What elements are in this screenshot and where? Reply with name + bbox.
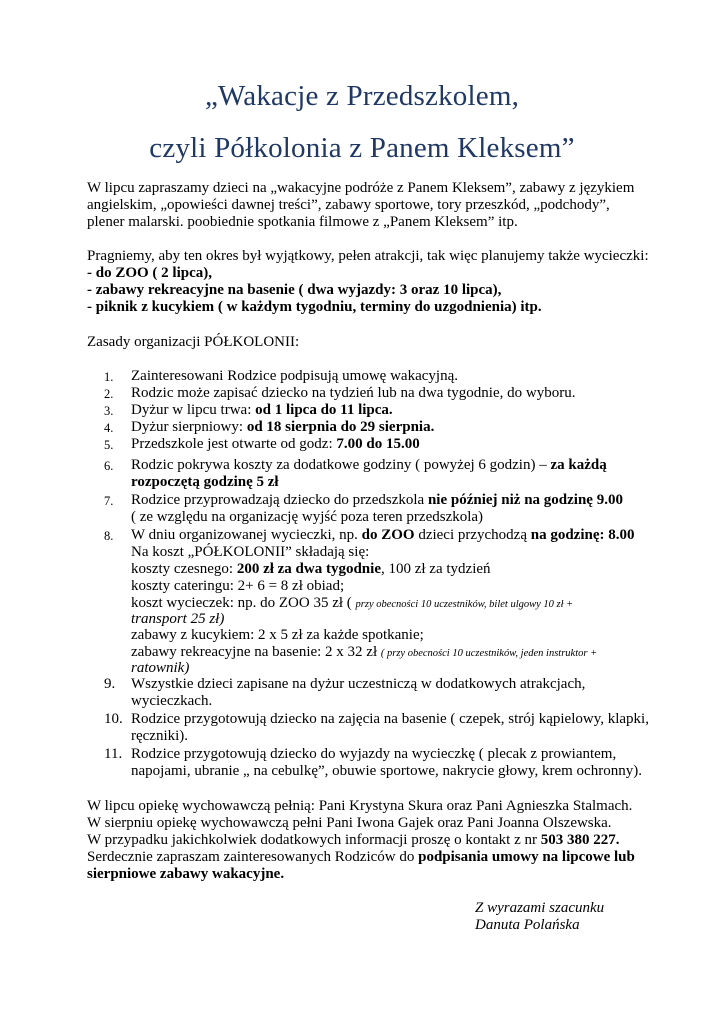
rule-number: 5. [104, 438, 114, 452]
signature-greeting: Z wyrazami szacunku [475, 900, 605, 916]
rule-6-fee-cont: rozpoczętą godzinę 5 zł [131, 474, 279, 490]
rule-4-text: Dyżur sierpniowy: [131, 419, 247, 435]
rule-8-pony: zabawy z kucykiem: 2 x 5 zł za każde spotkanie; [131, 627, 424, 643]
rule-8-pool-note-cont: ratownik) [131, 660, 190, 676]
rule-10: Rodzice przygotowują dziecko na zajęcia na basenie ( czepek, strój kąpielowy, klapki, [131, 711, 649, 727]
tuition-week: , 100 zł za tydzień [380, 561, 491, 577]
rule-5-hours: 7.00 do 15.00 [336, 436, 420, 452]
rule-4-dates: od 18 sierpnia do 29 sierpnia. [246, 419, 435, 435]
closing-line-2: W sierpniu opiekę wychowawczą pełni Pani Iwona Gajek oraz Pani Joanna Olszewska. [87, 815, 612, 831]
signature-name: Danuta Polańska [475, 917, 580, 933]
intro-line-1: W lipcu zapraszamy dzieci na „wakacyjne podróże z Panem Kleksem”, zabawy z językiem [87, 180, 635, 196]
rule-7 [131, 492, 623, 509]
rule-11-cont: napojami, ubranie „ na cebulkę”, obuwie sportowe, nakrycie głowy, krem ochronny). [131, 763, 642, 779]
rule-number: 4. [104, 421, 114, 435]
title-line-2: czyli Półkolonia z Panem Kleksem” [149, 132, 575, 164]
rule-11: Rodzice przygotowują dziecko do wyjazdy na wycieczkę ( plecak z prowiantem, [131, 746, 617, 762]
trips-cost-note: przy obecności 10 uczestników, bilet ulgowy 10 zł + [355, 599, 574, 610]
rule-8-pool [131, 644, 597, 662]
rule-number: 8. [104, 529, 114, 543]
rule-number: 11. [104, 746, 123, 762]
pool-cost-note: ( przy obecności 10 uczestników, jeden instruktor + [380, 648, 598, 659]
rule-7-time: nie później niż na godzinę 9.00 [427, 492, 623, 508]
closing-line-3 [87, 832, 620, 849]
rule-10-cont: ręczniki). [131, 728, 189, 744]
rule-5-text: Przedszkole jest otwarte od godz: [131, 436, 337, 452]
rule-7-text: Rodzice przyprowadzają dziecko do przedszkola [131, 492, 428, 508]
closing-line-4 [87, 849, 635, 866]
rule-6-fee: za każdą [550, 457, 607, 473]
rule-8-text-2: dzieci przychodzą [414, 527, 531, 543]
rule-6 [131, 457, 607, 474]
rule-number: 7. [104, 494, 114, 508]
rule-3-text: Dyżur w lipcu trwa: [131, 402, 256, 418]
rule-number: 3. [104, 404, 114, 418]
rule-9-cont: wycieczkach. [131, 693, 213, 709]
rule-8-trips-note-cont: transport 25 zł) [131, 611, 225, 627]
rule-number: 1. [104, 370, 114, 384]
rule-number: 9. [104, 676, 116, 692]
rule-8-time: na godzinę: 8.00 [530, 527, 635, 543]
rule-8-catering: koszty cateringu: 2+ 6 = 8 zł obiad; [131, 578, 345, 594]
rule-number: 6. [104, 459, 114, 473]
rule-6-text: Rodzic pokrywa koszty za dodatkowe godziny ( powyżej 6 godzin) – [131, 457, 551, 473]
trips-cost: koszt wycieczek: np. do ZOO 35 zł ( [131, 595, 356, 611]
intro-line-3: plener malarski. poobiednie spotkania filmowe z „Panem Kleksem” itp. [87, 214, 518, 230]
rule-5 [131, 436, 420, 453]
pool-cost: zabawy rekreacyjne na basenie: 2 x 32 zł [131, 644, 381, 660]
trip-item-picnic: - piknik z kucykiem ( w każdym tygodniu, terminy do uzgodnienia) itp. [87, 299, 542, 315]
tuition-label: koszty czesnego: [131, 561, 237, 577]
invite-text: Serdecznie zapraszam zainteresowanych Rodziców do [87, 849, 419, 865]
rule-number: 10. [104, 711, 123, 727]
rule-2: Rodzic może zapisać dziecko na tydzień lub na dwa tygodnie, do wyboru. [131, 385, 576, 401]
rule-8-zoo: do ZOO [361, 527, 415, 543]
invite-contract: podpisania umowy na lipcowe lub [418, 849, 635, 865]
tuition-two-weeks: 200 zł za dwa tygodnie [236, 561, 381, 577]
trip-item-zoo: - do ZOO ( 2 lipca), [87, 265, 213, 281]
rule-7-cont: ( ze względu na organizację wyjść poza teren przedszkola) [131, 509, 484, 525]
title-line-1: „Wakacje z Przedszkolem, [204, 80, 520, 112]
closing-line-5: sierpniowe zabawy wakacyjne. [87, 866, 285, 882]
trip-item-pool: - zabawy rekreacyjne na basenie ( dwa wyjazdy: 3 oraz 10 lipca), [87, 282, 502, 298]
rule-8-tuition [131, 561, 491, 578]
phone-number: 503 380 227. [540, 832, 620, 848]
closing-line-1: W lipcu opiekę wychowawczą pełnią: Pani Krystyna Skura oraz Pani Agnieszka Stalmach. [87, 798, 633, 814]
trips-lead: Pragniemy, aby ten okres był wyjątkowy, pełen atrakcji, tak więc planujemy także wycieczki: [87, 248, 649, 264]
rules-heading: Zasady organizacji PÓŁKOLONII: [87, 334, 300, 350]
rule-number: 2. [104, 387, 114, 401]
rule-8-text: W dniu organizowanej wycieczki, np. [131, 527, 362, 543]
intro-line-2: angielskim, „opowieści dawnej treści”, zabawy sportowe, tory przeszkód, „podchody”, [87, 197, 610, 213]
rule-9: Wszystkie dzieci zapisane na dyżur uczestniczą w dodatkowych atrakcjach, [131, 676, 586, 692]
rule-3 [131, 402, 393, 419]
rule-1: Zainteresowani Rodzice podpisują umowę wakacyjną. [131, 368, 458, 384]
rule-8-costs-heading: Na koszt „PÓŁKOLONII” składają się: [131, 544, 370, 560]
rule-4 [131, 419, 434, 436]
rule-3-dates: od 1 lipca do 11 lipca. [255, 402, 393, 418]
contact-text: W przypadku jakichkolwiek dodatkowych informacji proszę o kontakt z nr [87, 832, 541, 848]
rule-8 [131, 527, 635, 544]
